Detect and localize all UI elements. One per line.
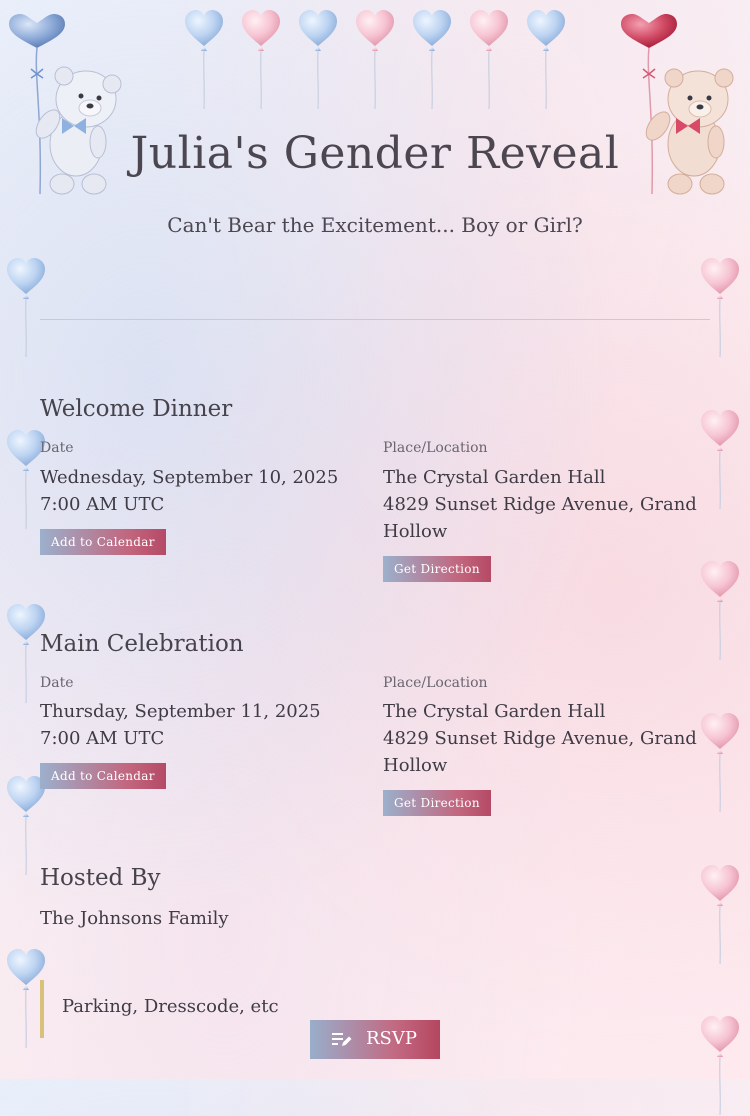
host-name: The Johnsons Family (40, 908, 229, 929)
info-note-text: Parking, Dresscode, etc (62, 996, 279, 1017)
event-date: Thursday, September 11, 2025 (40, 701, 321, 722)
add-to-calendar-button[interactable]: Add to Calendar (40, 529, 166, 555)
page-title: Julia's Gender Reveal (130, 128, 620, 179)
pink-heart-balloon-icon (700, 865, 740, 965)
venue-address-line2: Hollow (383, 755, 448, 776)
blue-heart-balloon-icon (6, 776, 46, 876)
pink-heart-balloon-icon (469, 10, 509, 110)
venue-name: The Crystal Garden Hall (383, 701, 606, 722)
blue-heart-balloon-icon (526, 10, 566, 110)
blue-heart-balloon-icon (184, 10, 224, 110)
venue-address-line2: Hollow (383, 521, 448, 542)
blue-heart-balloon-icon (6, 258, 46, 358)
pink-heart-balloon-icon (355, 10, 395, 110)
pink-heart-balloon-icon (700, 1016, 740, 1116)
date-label: Date (40, 440, 74, 456)
page-subtitle: Can't Bear the Excitement... Boy or Girl? (167, 213, 583, 237)
pink-heart-balloon-icon (700, 410, 740, 510)
event-time: 7:00 AM UTC (40, 728, 165, 749)
add-to-calendar-button[interactable]: Add to Calendar (40, 763, 166, 789)
date-label: Date (40, 675, 74, 691)
venue-name: The Crystal Garden Hall (383, 467, 606, 488)
pink-heart-balloon-icon (700, 258, 740, 358)
pink-heart-balloon-icon (700, 713, 740, 813)
blue-heart-balloon-icon (298, 10, 338, 110)
get-direction-button[interactable]: Get Direction (383, 556, 491, 582)
event-time: 7:00 AM UTC (40, 494, 165, 515)
event-title: Main Celebration (40, 631, 244, 657)
blue-heart-balloon-icon (412, 10, 452, 110)
rsvp-label: RSVP (366, 1028, 417, 1049)
get-direction-button[interactable]: Get Direction (383, 790, 491, 816)
venue-address-line1: 4829 Sunset Ridge Avenue, Grand (383, 494, 697, 515)
place-label: Place/Location (383, 440, 488, 456)
rsvp-button[interactable] (310, 1020, 440, 1059)
venue-address-line1: 4829 Sunset Ridge Avenue, Grand (383, 728, 697, 749)
event-title: Welcome Dinner (40, 396, 233, 422)
place-label: Place/Location (383, 675, 488, 691)
hosted-by-title: Hosted By (40, 865, 161, 891)
edit-list-icon (332, 1031, 352, 1048)
pink-heart-balloon-icon (700, 561, 740, 661)
header-divider (40, 319, 710, 320)
pink-heart-balloon-icon (241, 10, 281, 110)
event-date: Wednesday, September 10, 2025 (40, 467, 339, 488)
